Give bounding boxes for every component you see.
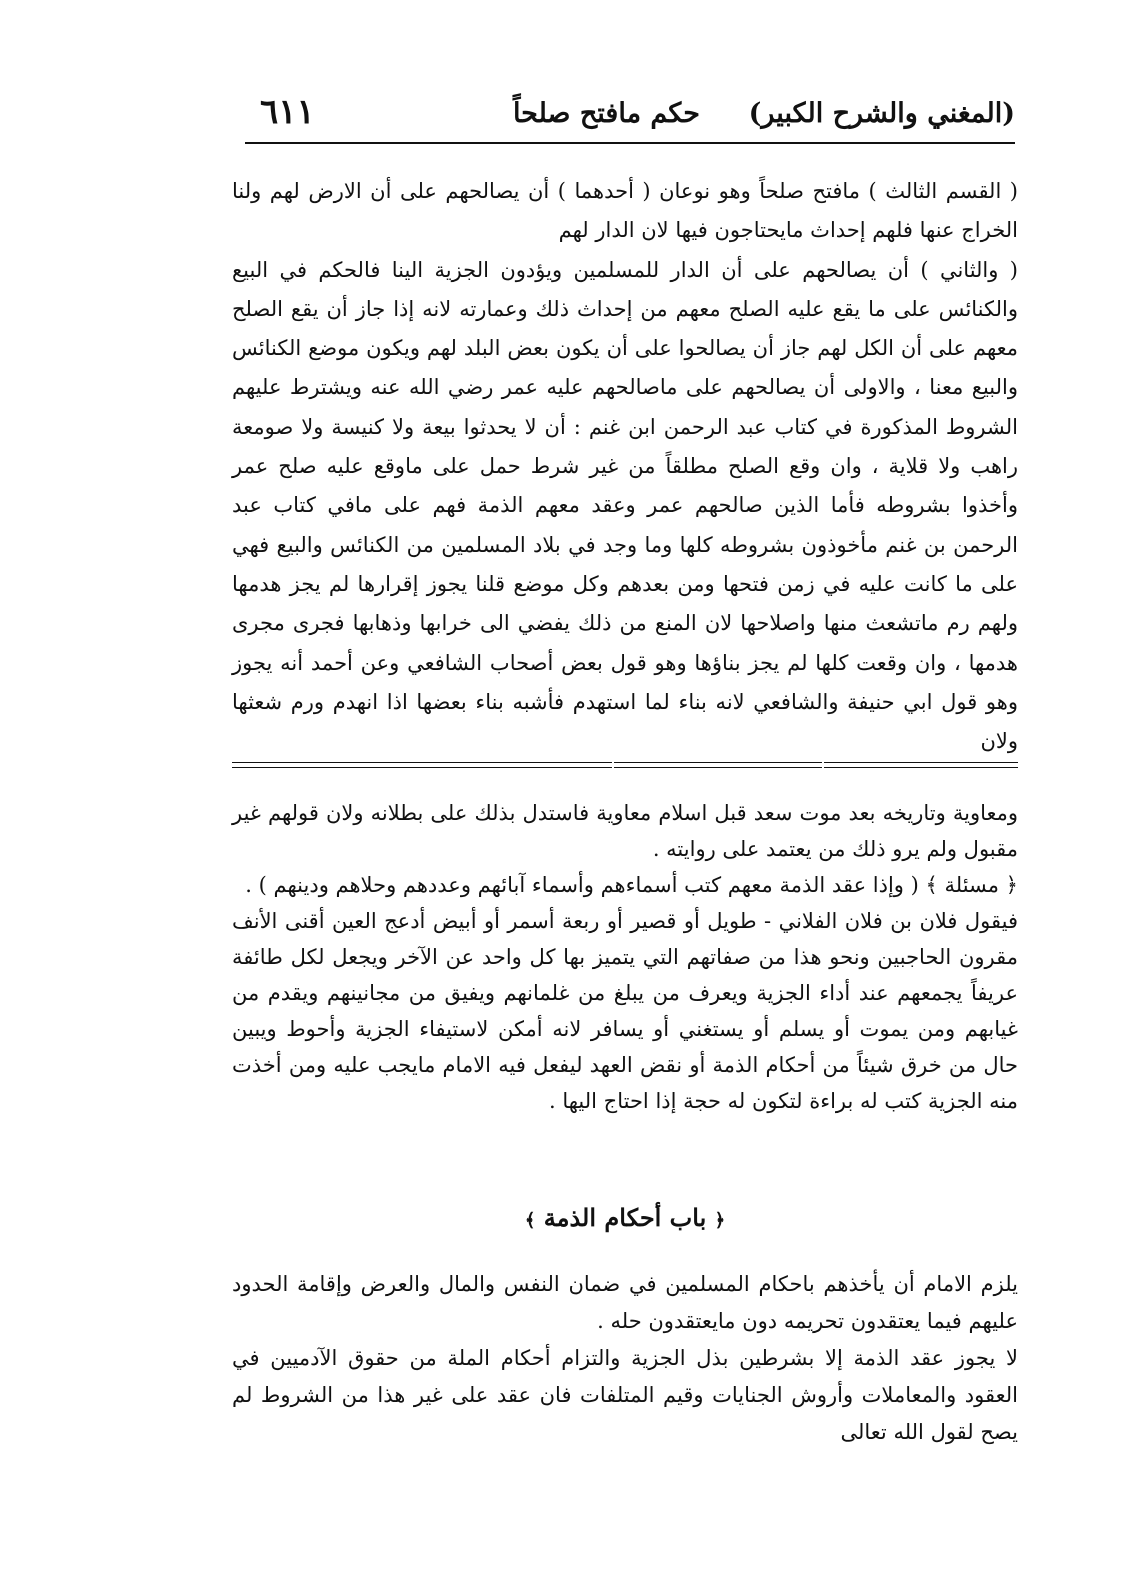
- chapter-paragraph-2: لا يجوز عقد الذمة إلا بشرطين بذل الجزية والتزام أحكام الملة من حقوق الآدميين في العقود والمعاملات وأروش الجنايات وقيم المتلفات فان عقد على غير هذا من الشروط لم يصح لقول الله تعالى: [232, 1346, 1018, 1444]
- masala-marker: ﴿ مسئلة ﴾: [925, 873, 1018, 897]
- masala-explanation: فيقول فلان بن فلان الفلاني - طويل أو قصير أو ربعة أسمر أو أبيض أدعج العين أقنى الأنف مقرون الحاجبين ونحو هذا من صفاتهم التي يتميز بها كل واحد عن الآخر ويجعل لكل طائفة عريفاً يجمعهم عند أداء الجزية ويعرف من يبلغ من غلمانهم ويفيق من مجانينهم ويقدم من غيابهم ومن يموت أو يسلم أو يستغني أو يسافر لانه أمكن لاستيفاء الجزية وأحوط ويبين حال من خرق شيئاً من أحكام الذمة أو نقض العهد ليفعل فيه الامام مايجب عليه ومن أخذت منه الجزية كتب له براءة لتكون له حجة إذا احتاج اليها .: [232, 909, 1018, 1113]
- chapter-text-block: [232, 1266, 1018, 1451]
- main-paragraph-1: ( القسم الثالث ) مافتح صلحاً وهو نوعان ( أحدهما ) أن يصالحهم على أن الارض لهم ولنا الخراج عنها فلهم إحداث مايحتاجون فيها لان الدار لهم: [232, 179, 1018, 243]
- divider-gap: [822, 759, 824, 771]
- divider-line-top: [232, 762, 1018, 763]
- chapter-title: باب أحكام الذمة: [543, 1203, 707, 1232]
- chapter-paragraph-1: يلزم الامام أن يأخذهم باحكام المسلمين في ضمان النفس والمال والعرض وإقامة الحدود عليهم فيما يعتقدون تحريمه دون مايعتقدون حله .: [232, 1272, 1018, 1333]
- masala-paragraph: [232, 867, 1018, 903]
- page-header: [245, 88, 1015, 138]
- section-title: حكم مافتح صلحاً: [512, 98, 700, 129]
- chapter-heading: [232, 1203, 1018, 1232]
- divider-line-bottom: [232, 767, 1018, 768]
- masala-text: ( وإذا عقد الذمة معهم كتب أسماءهم وأسماء آبائهم وعددهم وحلاهم ودينهم ) .: [245, 873, 919, 897]
- commentary-text-block: [232, 795, 1018, 1119]
- book-title: (المغني والشرح الكبير): [748, 98, 1015, 129]
- section-divider: [232, 762, 1018, 772]
- ornament-close-icon: ﴾: [524, 1210, 536, 1231]
- main-text-block: [232, 172, 1018, 761]
- main-paragraph-2: ( والثاني ) أن يصالحهم على أن الدار للمسلمين ويؤدون الجزية الينا فالحكم في البيع والكنائس على ما يقع عليه الصلح معهم من إحداث ذلك وعمارته لانه إذا جاز أن يقع الصلح معهم على أن الكل لهم جاز أن يصالحوا على أن يكون بعض البلد لهم ويكون موضع الكنائس والبيع معنا ، والاولى أن يصالحهم على ماصالحهم عليه عمر رضي الله عنه ويشترط عليهم الشروط المذكورة في كتاب عبد الرحمن ابن غنم : أن لا يحدثوا بيعة ولا كنيسة ولا صومعة راهب ولا قلاية ، وان وقع الصلح مطلقاً من غير شرط حمل على ماوقع عليه صلح عمر وأخذوا بشروطه فأما الذين صالحهم عمر وعقد معهم الذمة فهم على مافي كتاب عبد الرحمن بن غنم مأخوذون بشروطه كلها وما وجد في بلاد المسلمين من الكنائس والبيع فهي على ما كانت عليه في زمن فتحها ومن بعدهم وكل موضع قلنا يجوز إقرارها لم يجز هدمها ولهم رم ماتشعث منها واصلاحها لان المنع من ذلك يفضي الى خرابها وذهابها فجرى مجرى هدمها ، وان وقعت كلها لم يجز بناؤها وهو قول بعض أصحاب الشافعي وعن أحمد أنه يجوز وهو قول ابي حنيفة والشافعي لانه بناء لما استهدم فأشبه بناء بعضها اذا انهدم ورم شعثها ولان: [232, 257, 1018, 754]
- header-rule: [245, 142, 1015, 144]
- divider-gap: [612, 759, 614, 771]
- commentary-continuation: ومعاوية وتاريخه بعد موت سعد قبل اسلام معاوية فاستدل بذلك على بطلانه ولان قولهم غير مقبول ولم يرو ذلك من يعتمد على روايته .: [232, 801, 1018, 861]
- ornament-open-icon: ﴿: [714, 1210, 726, 1231]
- page-number: ٦١١: [260, 92, 315, 132]
